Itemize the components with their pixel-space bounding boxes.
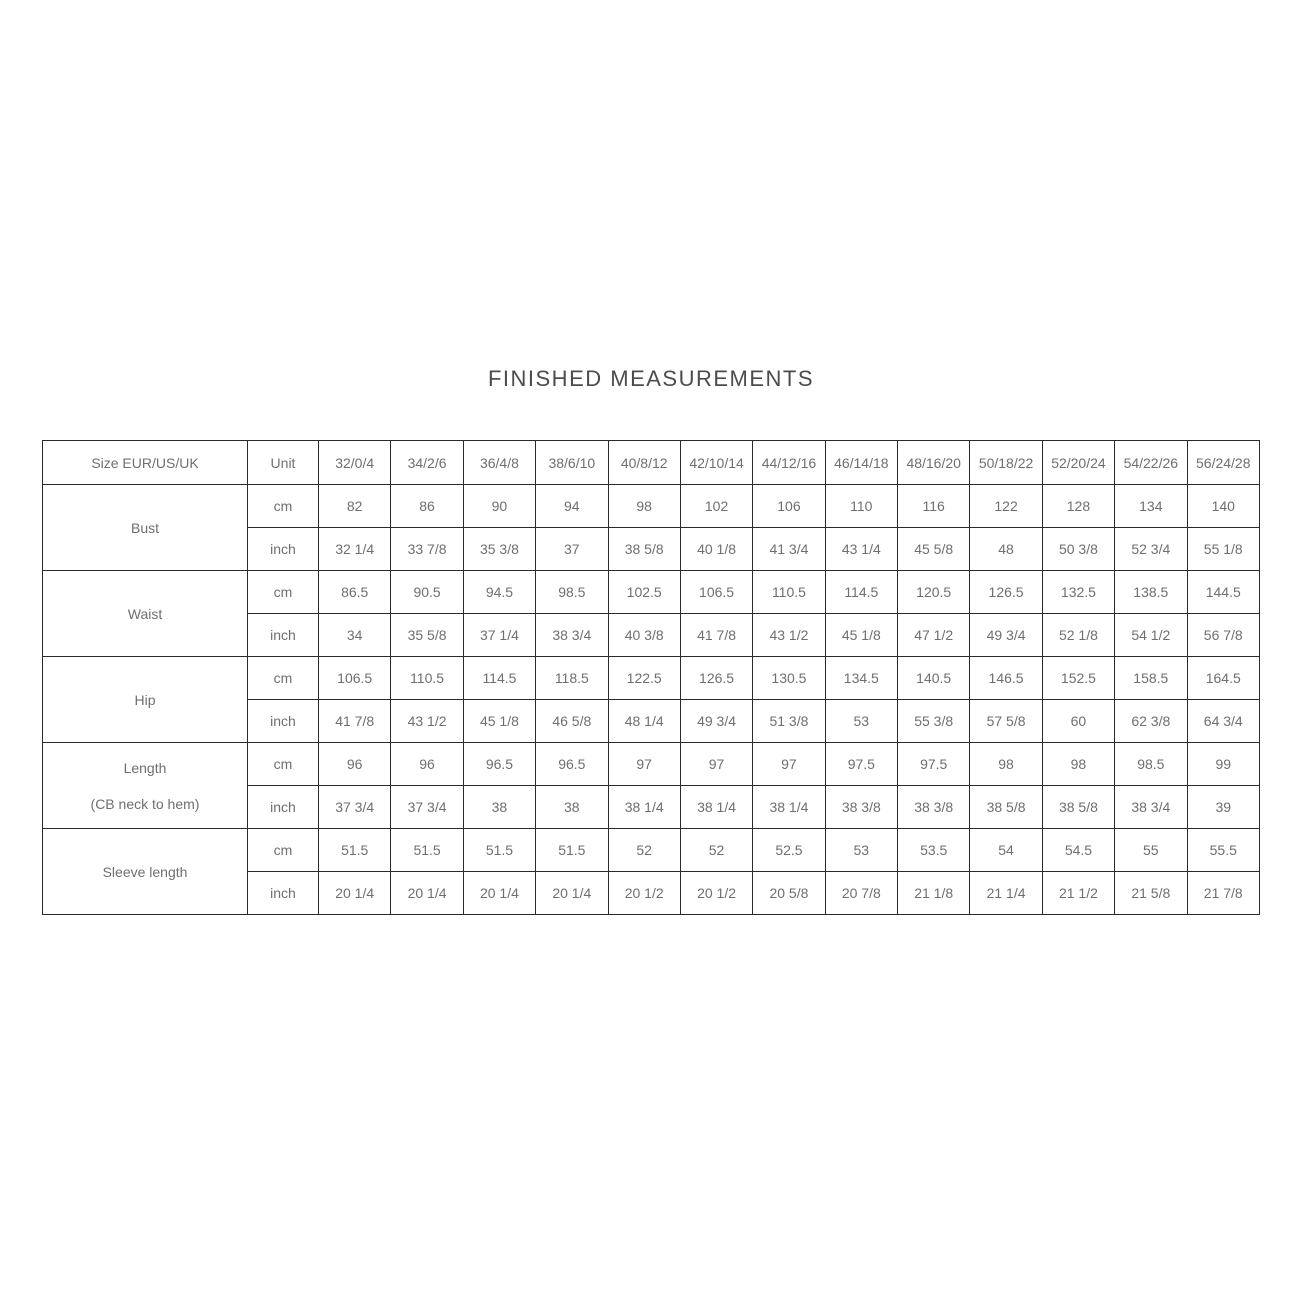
size-header: 46/14/18 — [825, 441, 897, 485]
table-row — [43, 743, 1260, 786]
unit-cell: cm — [248, 829, 319, 872]
value-cell: 40 1/8 — [680, 528, 752, 571]
table-row — [43, 829, 1260, 872]
value-cell: 97 — [753, 743, 825, 786]
value-cell: 152.5 — [1042, 657, 1114, 700]
size-header: 38/6/10 — [536, 441, 608, 485]
value-cell: 37 — [536, 528, 608, 571]
value-cell: 60 — [1042, 700, 1114, 743]
value-cell: 38 1/4 — [680, 786, 752, 829]
value-cell: 43 1/4 — [825, 528, 897, 571]
value-cell: 102 — [680, 485, 752, 528]
corner-header: Size EUR/US/UK — [43, 441, 248, 485]
value-cell: 52 1/8 — [1042, 614, 1114, 657]
value-cell: 144.5 — [1187, 571, 1260, 614]
value-cell: 37 3/4 — [391, 786, 463, 829]
value-cell: 64 3/4 — [1187, 700, 1260, 743]
unit-cell: cm — [248, 571, 319, 614]
measurement-label-text: Sleeve length — [102, 863, 188, 880]
value-cell: 45 1/8 — [825, 614, 897, 657]
size-header: 50/18/22 — [970, 441, 1042, 485]
unit-cell: cm — [248, 657, 319, 700]
measurement-label — [43, 657, 248, 743]
value-cell: 43 1/2 — [753, 614, 825, 657]
value-cell: 96.5 — [536, 743, 608, 786]
value-cell: 54 1/2 — [1115, 614, 1187, 657]
value-cell: 114.5 — [463, 657, 535, 700]
size-header: 34/2/6 — [391, 441, 463, 485]
value-cell: 35 3/8 — [463, 528, 535, 571]
value-cell: 41 3/4 — [753, 528, 825, 571]
value-cell: 21 1/8 — [898, 872, 970, 915]
value-cell: 96.5 — [463, 743, 535, 786]
value-cell: 40 3/8 — [608, 614, 680, 657]
value-cell: 140 — [1187, 485, 1260, 528]
value-cell: 45 5/8 — [898, 528, 970, 571]
value-cell: 21 7/8 — [1187, 872, 1260, 915]
value-cell: 53.5 — [898, 829, 970, 872]
size-header: 32/0/4 — [319, 441, 391, 485]
value-cell: 52.5 — [753, 829, 825, 872]
unit-cell: cm — [248, 743, 319, 786]
value-cell: 55 1/8 — [1187, 528, 1260, 571]
value-cell: 122.5 — [608, 657, 680, 700]
value-cell: 102.5 — [608, 571, 680, 614]
value-cell: 52 — [608, 829, 680, 872]
value-cell: 57 5/8 — [970, 700, 1042, 743]
value-cell: 51.5 — [391, 829, 463, 872]
value-cell: 62 3/8 — [1115, 700, 1187, 743]
value-cell: 130.5 — [753, 657, 825, 700]
value-cell: 21 1/2 — [1042, 872, 1114, 915]
value-cell: 54 — [970, 829, 1042, 872]
value-cell: 20 1/4 — [536, 872, 608, 915]
value-cell: 134 — [1115, 485, 1187, 528]
value-cell: 106.5 — [319, 657, 391, 700]
value-cell: 98 — [608, 485, 680, 528]
unit-cell: inch — [248, 614, 319, 657]
measurement-label-text: Bust — [130, 519, 159, 536]
unit-cell: inch — [248, 700, 319, 743]
table-body — [43, 485, 1260, 915]
value-cell: 51.5 — [536, 829, 608, 872]
unit-cell: cm — [248, 485, 319, 528]
value-cell: 38 3/8 — [898, 786, 970, 829]
value-cell: 38 3/4 — [536, 614, 608, 657]
value-cell: 47 1/2 — [898, 614, 970, 657]
measurement-label-text: Waist — [127, 605, 163, 622]
value-cell: 128 — [1042, 485, 1114, 528]
value-cell: 49 3/4 — [970, 614, 1042, 657]
value-cell: 158.5 — [1115, 657, 1187, 700]
value-cell: 45 1/8 — [463, 700, 535, 743]
value-cell: 52 — [680, 829, 752, 872]
value-cell: 21 5/8 — [1115, 872, 1187, 915]
measurement-sublabel-text: (CB neck to hem) — [90, 795, 200, 812]
table-row — [43, 571, 1260, 614]
measurement-label — [43, 571, 248, 657]
value-cell: 38 5/8 — [1042, 786, 1114, 829]
value-cell: 140.5 — [898, 657, 970, 700]
unit-header: Unit — [248, 441, 319, 485]
value-cell: 56 7/8 — [1187, 614, 1260, 657]
value-cell: 46 5/8 — [536, 700, 608, 743]
value-cell: 38 3/4 — [1115, 786, 1187, 829]
value-cell: 55.5 — [1187, 829, 1260, 872]
value-cell: 20 1/4 — [463, 872, 535, 915]
value-cell: 38 — [463, 786, 535, 829]
value-cell: 118.5 — [536, 657, 608, 700]
value-cell: 20 1/2 — [680, 872, 752, 915]
value-cell: 32 1/4 — [319, 528, 391, 571]
value-cell: 39 — [1187, 786, 1260, 829]
value-cell: 54.5 — [1042, 829, 1114, 872]
value-cell: 38 5/8 — [970, 786, 1042, 829]
value-cell: 106.5 — [680, 571, 752, 614]
value-cell: 20 1/4 — [319, 872, 391, 915]
measurement-label — [43, 743, 248, 829]
value-cell: 98 — [970, 743, 1042, 786]
value-cell: 97.5 — [825, 743, 897, 786]
table-header-row — [43, 441, 1260, 485]
value-cell: 20 7/8 — [825, 872, 897, 915]
value-cell: 51.5 — [463, 829, 535, 872]
value-cell: 43 1/2 — [391, 700, 463, 743]
value-cell: 41 7/8 — [680, 614, 752, 657]
value-cell: 94 — [536, 485, 608, 528]
value-cell: 38 5/8 — [608, 528, 680, 571]
unit-cell: inch — [248, 872, 319, 915]
value-cell: 51.5 — [319, 829, 391, 872]
size-header: 52/20/24 — [1042, 441, 1114, 485]
value-cell: 86.5 — [319, 571, 391, 614]
value-cell: 41 7/8 — [319, 700, 391, 743]
size-header: 36/4/8 — [463, 441, 535, 485]
value-cell: 55 — [1115, 829, 1187, 872]
measurement-label — [43, 829, 248, 915]
value-cell: 132.5 — [1042, 571, 1114, 614]
value-cell: 97.5 — [898, 743, 970, 786]
value-cell: 126.5 — [970, 571, 1042, 614]
value-cell: 122 — [970, 485, 1042, 528]
size-header: 54/22/26 — [1115, 441, 1187, 485]
value-cell: 48 1/4 — [608, 700, 680, 743]
unit-cell: inch — [248, 528, 319, 571]
value-cell: 120.5 — [898, 571, 970, 614]
size-header: 44/12/16 — [753, 441, 825, 485]
value-cell: 90 — [463, 485, 535, 528]
table-row — [43, 657, 1260, 700]
value-cell: 20 5/8 — [753, 872, 825, 915]
value-cell: 20 1/4 — [391, 872, 463, 915]
value-cell: 51 3/8 — [753, 700, 825, 743]
value-cell: 82 — [319, 485, 391, 528]
value-cell: 97 — [680, 743, 752, 786]
value-cell: 116 — [898, 485, 970, 528]
value-cell: 38 — [536, 786, 608, 829]
value-cell: 21 1/4 — [970, 872, 1042, 915]
size-header: 48/16/20 — [898, 441, 970, 485]
value-cell: 138.5 — [1115, 571, 1187, 614]
value-cell: 37 3/4 — [319, 786, 391, 829]
value-cell: 96 — [319, 743, 391, 786]
size-header: 42/10/14 — [680, 441, 752, 485]
value-cell: 34 — [319, 614, 391, 657]
value-cell: 90.5 — [391, 571, 463, 614]
value-cell: 38 1/4 — [753, 786, 825, 829]
value-cell: 98.5 — [536, 571, 608, 614]
value-cell: 55 3/8 — [898, 700, 970, 743]
value-cell: 114.5 — [825, 571, 897, 614]
measurements-table — [42, 440, 1260, 915]
value-cell: 94.5 — [463, 571, 535, 614]
value-cell: 35 5/8 — [391, 614, 463, 657]
value-cell: 146.5 — [970, 657, 1042, 700]
value-cell: 126.5 — [680, 657, 752, 700]
value-cell: 98.5 — [1115, 743, 1187, 786]
value-cell: 52 3/4 — [1115, 528, 1187, 571]
value-cell: 110.5 — [753, 571, 825, 614]
value-cell: 49 3/4 — [680, 700, 752, 743]
measurement-label-text: Hip — [134, 691, 156, 708]
value-cell: 106 — [753, 485, 825, 528]
value-cell: 96 — [391, 743, 463, 786]
value-cell: 38 3/8 — [825, 786, 897, 829]
value-cell: 48 — [970, 528, 1042, 571]
measurement-label — [43, 485, 248, 571]
value-cell: 98 — [1042, 743, 1114, 786]
value-cell: 53 — [825, 829, 897, 872]
value-cell: 97 — [608, 743, 680, 786]
value-cell: 110.5 — [391, 657, 463, 700]
value-cell: 37 1/4 — [463, 614, 535, 657]
value-cell: 164.5 — [1187, 657, 1260, 700]
value-cell: 20 1/2 — [608, 872, 680, 915]
size-header: 40/8/12 — [608, 441, 680, 485]
unit-cell: inch — [248, 786, 319, 829]
table-row — [43, 485, 1260, 528]
size-header: 56/24/28 — [1187, 441, 1260, 485]
value-cell: 110 — [825, 485, 897, 528]
value-cell: 86 — [391, 485, 463, 528]
value-cell: 134.5 — [825, 657, 897, 700]
measurement-label-text: Length — [123, 759, 167, 776]
value-cell: 50 3/8 — [1042, 528, 1114, 571]
value-cell: 38 1/4 — [608, 786, 680, 829]
value-cell: 33 7/8 — [391, 528, 463, 571]
page-title: FINISHED MEASUREMENTS — [487, 366, 815, 391]
value-cell: 99 — [1187, 743, 1260, 786]
value-cell: 53 — [825, 700, 897, 743]
